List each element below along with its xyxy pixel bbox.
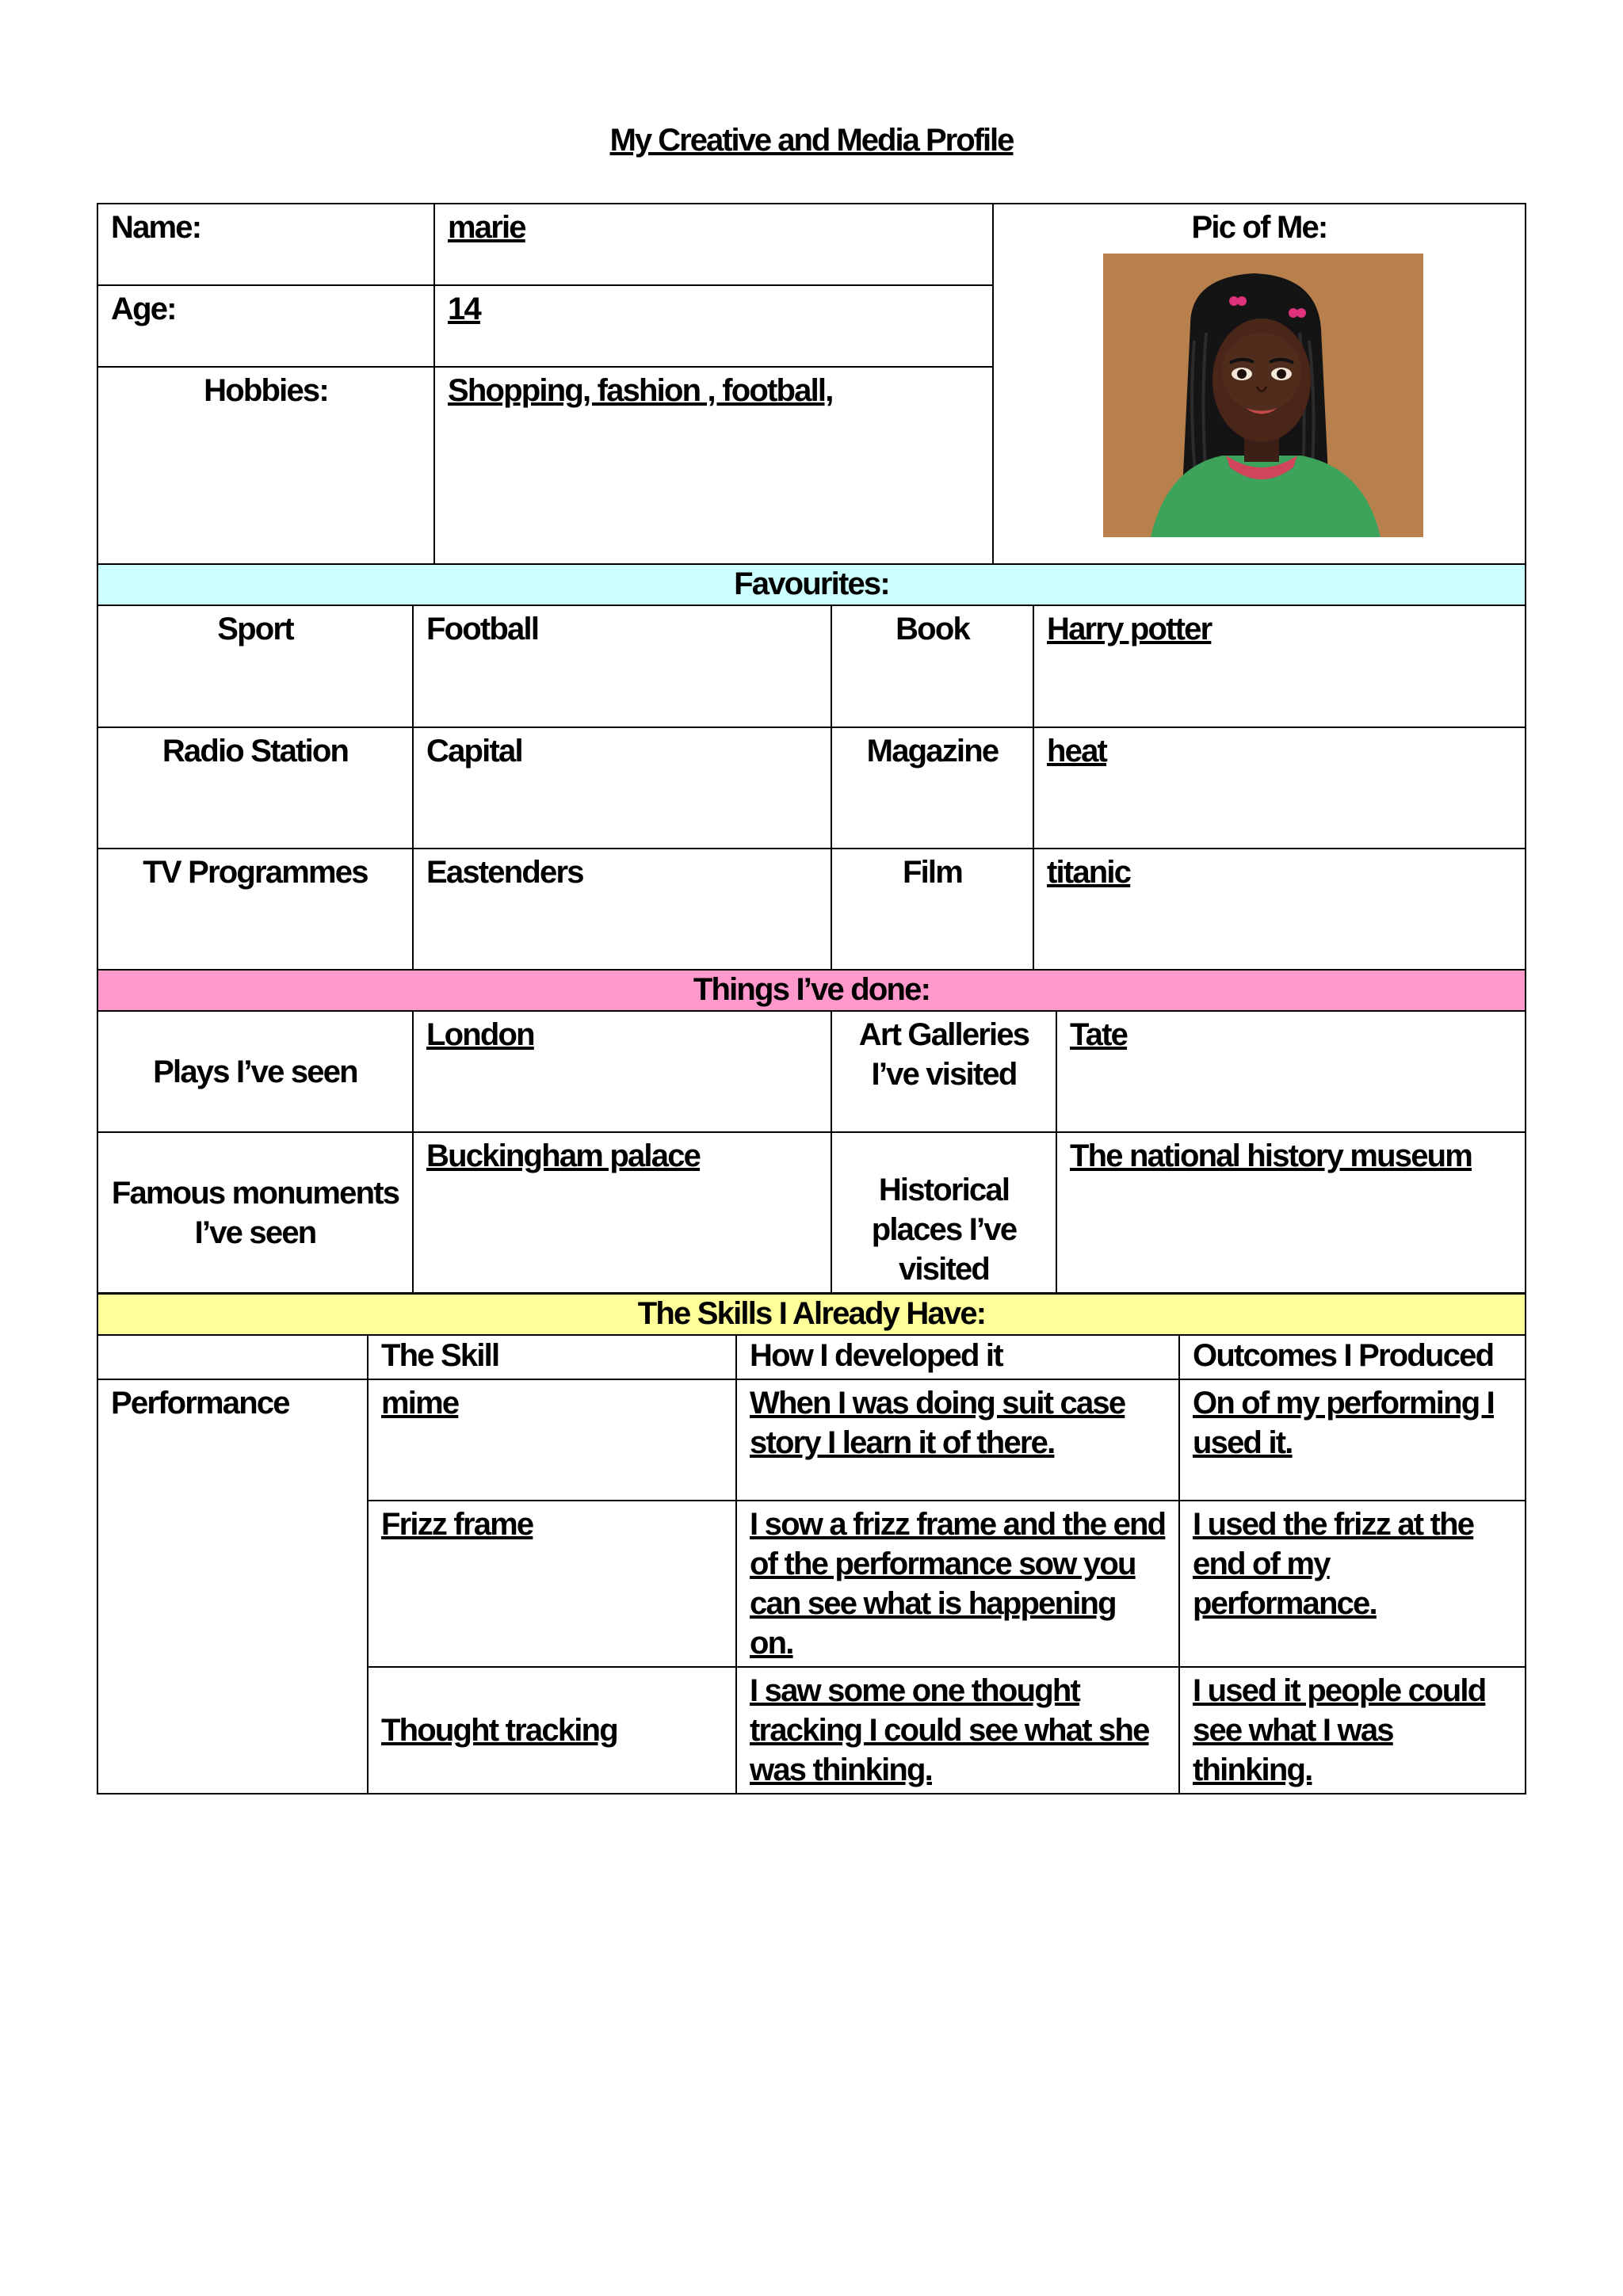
fav-value-tv: Eastenders (413, 849, 831, 970)
monuments-label: Famous monuments I’ve seen (97, 1132, 413, 1293)
fav-value-magazine: heat (1033, 727, 1526, 849)
skill-how: When I was doing suit case story I learn it of there. (736, 1379, 1179, 1501)
age-label: Age: (97, 285, 434, 367)
fav-label-book: Book (831, 605, 1033, 727)
fav-label-magazine: Magazine (831, 727, 1033, 849)
fav-label-tv: TV Programmes (97, 849, 413, 970)
skill-outcome: On of my performing I used it. (1179, 1379, 1526, 1501)
page-title: My Creative and Media Profile (609, 123, 1014, 158)
fav-value-film: titanic (1033, 849, 1526, 970)
name-label: Name: (97, 204, 434, 285)
skill-name: Thought tracking (368, 1667, 736, 1794)
favourites-table (97, 563, 1526, 1294)
done-heading: Things I’ve done: (97, 970, 1526, 1011)
galleries-label: Art Galleries I’ve visited (831, 1011, 1056, 1132)
monuments-value: Buckingham palace (413, 1132, 831, 1293)
skills-heading: The Skills I Already Have: (97, 1294, 1526, 1335)
skill-how: I saw some one thought tracking I could see what she was thinking. (736, 1667, 1179, 1794)
skill-how: I sow a frizz frame and the end of the performance sow you can see what is happening on. (736, 1501, 1179, 1667)
skills-col-outcomes: Outcomes I Produced (1179, 1335, 1526, 1379)
plays-label: Plays I’ve seen (97, 1011, 413, 1132)
skill-outcome: I used the frizz at the end of my performance. (1179, 1501, 1526, 1667)
fav-value-book: Harry potter (1033, 605, 1526, 727)
skill-outcome: I used it people could see what I was thinking. (1179, 1667, 1526, 1794)
pic-label: Pic of Me: (1191, 210, 1327, 245)
plays-value: London (413, 1011, 831, 1132)
fav-label-radio: Radio Station (97, 727, 413, 849)
hobbies-label: Hobbies: (97, 367, 434, 565)
skills-col-skill: The Skill (368, 1335, 736, 1379)
avatar (1103, 254, 1423, 537)
skills-header-blank (97, 1335, 368, 1379)
hobbies-value: Shopping, fashion , football, (434, 367, 993, 565)
galleries-value: Tate (1056, 1011, 1526, 1132)
fav-value-sport: Football (413, 605, 831, 727)
name-value: marie (434, 204, 993, 285)
fav-label-sport: Sport (97, 605, 413, 727)
avatar-image (1103, 254, 1423, 537)
favourites-heading: Favourites: (97, 564, 1526, 605)
historical-label: Historical places I’ve visited (831, 1132, 1056, 1293)
skills-category: Performance (97, 1379, 368, 1794)
skills-col-how: How I developed it (736, 1335, 1179, 1379)
skills-table (97, 1293, 1526, 1794)
skill-name: Frizz frame (368, 1501, 736, 1667)
fav-label-film: Film (831, 849, 1033, 970)
historical-value: The national history museum (1056, 1132, 1526, 1293)
fav-value-radio: Capital (413, 727, 831, 849)
skill-name: mime (368, 1379, 736, 1501)
age-value: 14 (434, 285, 993, 367)
